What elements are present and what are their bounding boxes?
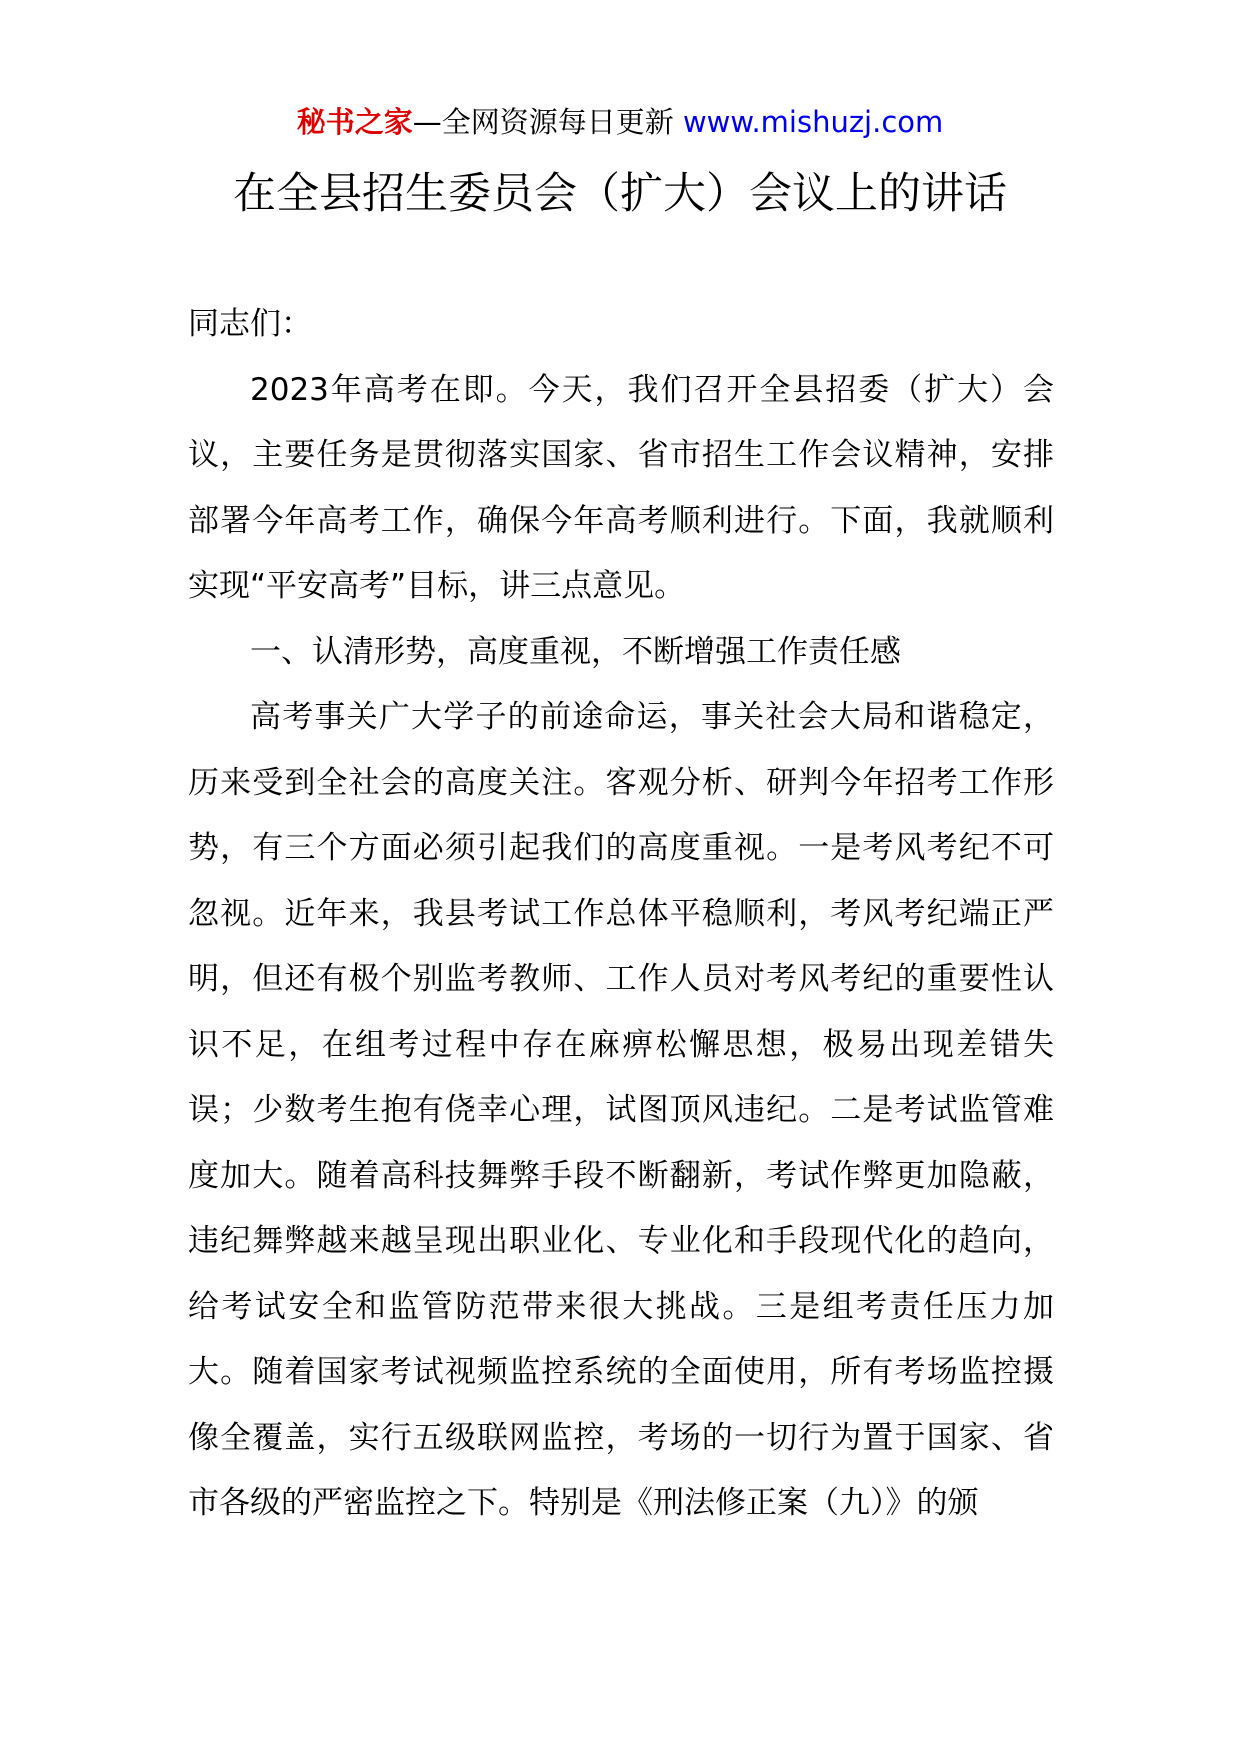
paragraph: 2023年高考在即。今天，我们召开全县招委（扩大）会议，主要任务是贯彻落实国家、省市招生工作会议精神，安排部署今年高考工作，确保今年高考顺利进行。下面，我就顺利实现“平安高考”目标，讲三点意见。 bbox=[188, 371, 1054, 604]
salutation: 同志们： bbox=[188, 306, 312, 342]
header-banner bbox=[0, 102, 1240, 142]
section-heading: 一、认清形势，高度重视，不断增强工作责任感 bbox=[250, 633, 901, 670]
header-tagline: —全网资源每日更新 bbox=[412, 105, 674, 139]
site-link[interactable]: www.mishuzj.com bbox=[682, 105, 944, 139]
paragraph: 高考事关广大学子的前途命运，事关社会大局和谐稳定，历来受到全社会的高度关注。客观分析、研判今年招考工作形势，有三个方面必须引起我们的高度重视。一是考风考纪不可忽视。近年来，我县考试工作总体平稳顺利，考风考纪端正严明，但还有极个别监考教师、工作人员对考风考纪的重要性认识不足，在组考过程中存在麻痹松懈思想，极易出现差错失误；少数考生抱有侥幸心理，试图顶风违纪。二是考试监管难度加大。随着高科技舞弊手段不断翻新，考试作弊更加隐蔽，违纪舞弊越来越呈现出职业化、专业化和手段现代化的趋向，给考试安全和监管防范带来很大挑战。三是组考责任压力加大。随着国家考试视频监控系统的全面使用，所有考场监控摄像全覆盖，实行五级联网监控，考场的一切行为置于国家、省市各级的严密监控之下。特别是《刑法修正案（九）》的颁 bbox=[188, 699, 1054, 1521]
brand-name: 秘书之家 bbox=[296, 105, 413, 139]
document-title: 在全县招生委员会（扩大）会议上的讲话 bbox=[233, 169, 1007, 219]
document-body bbox=[188, 292, 1054, 1537]
